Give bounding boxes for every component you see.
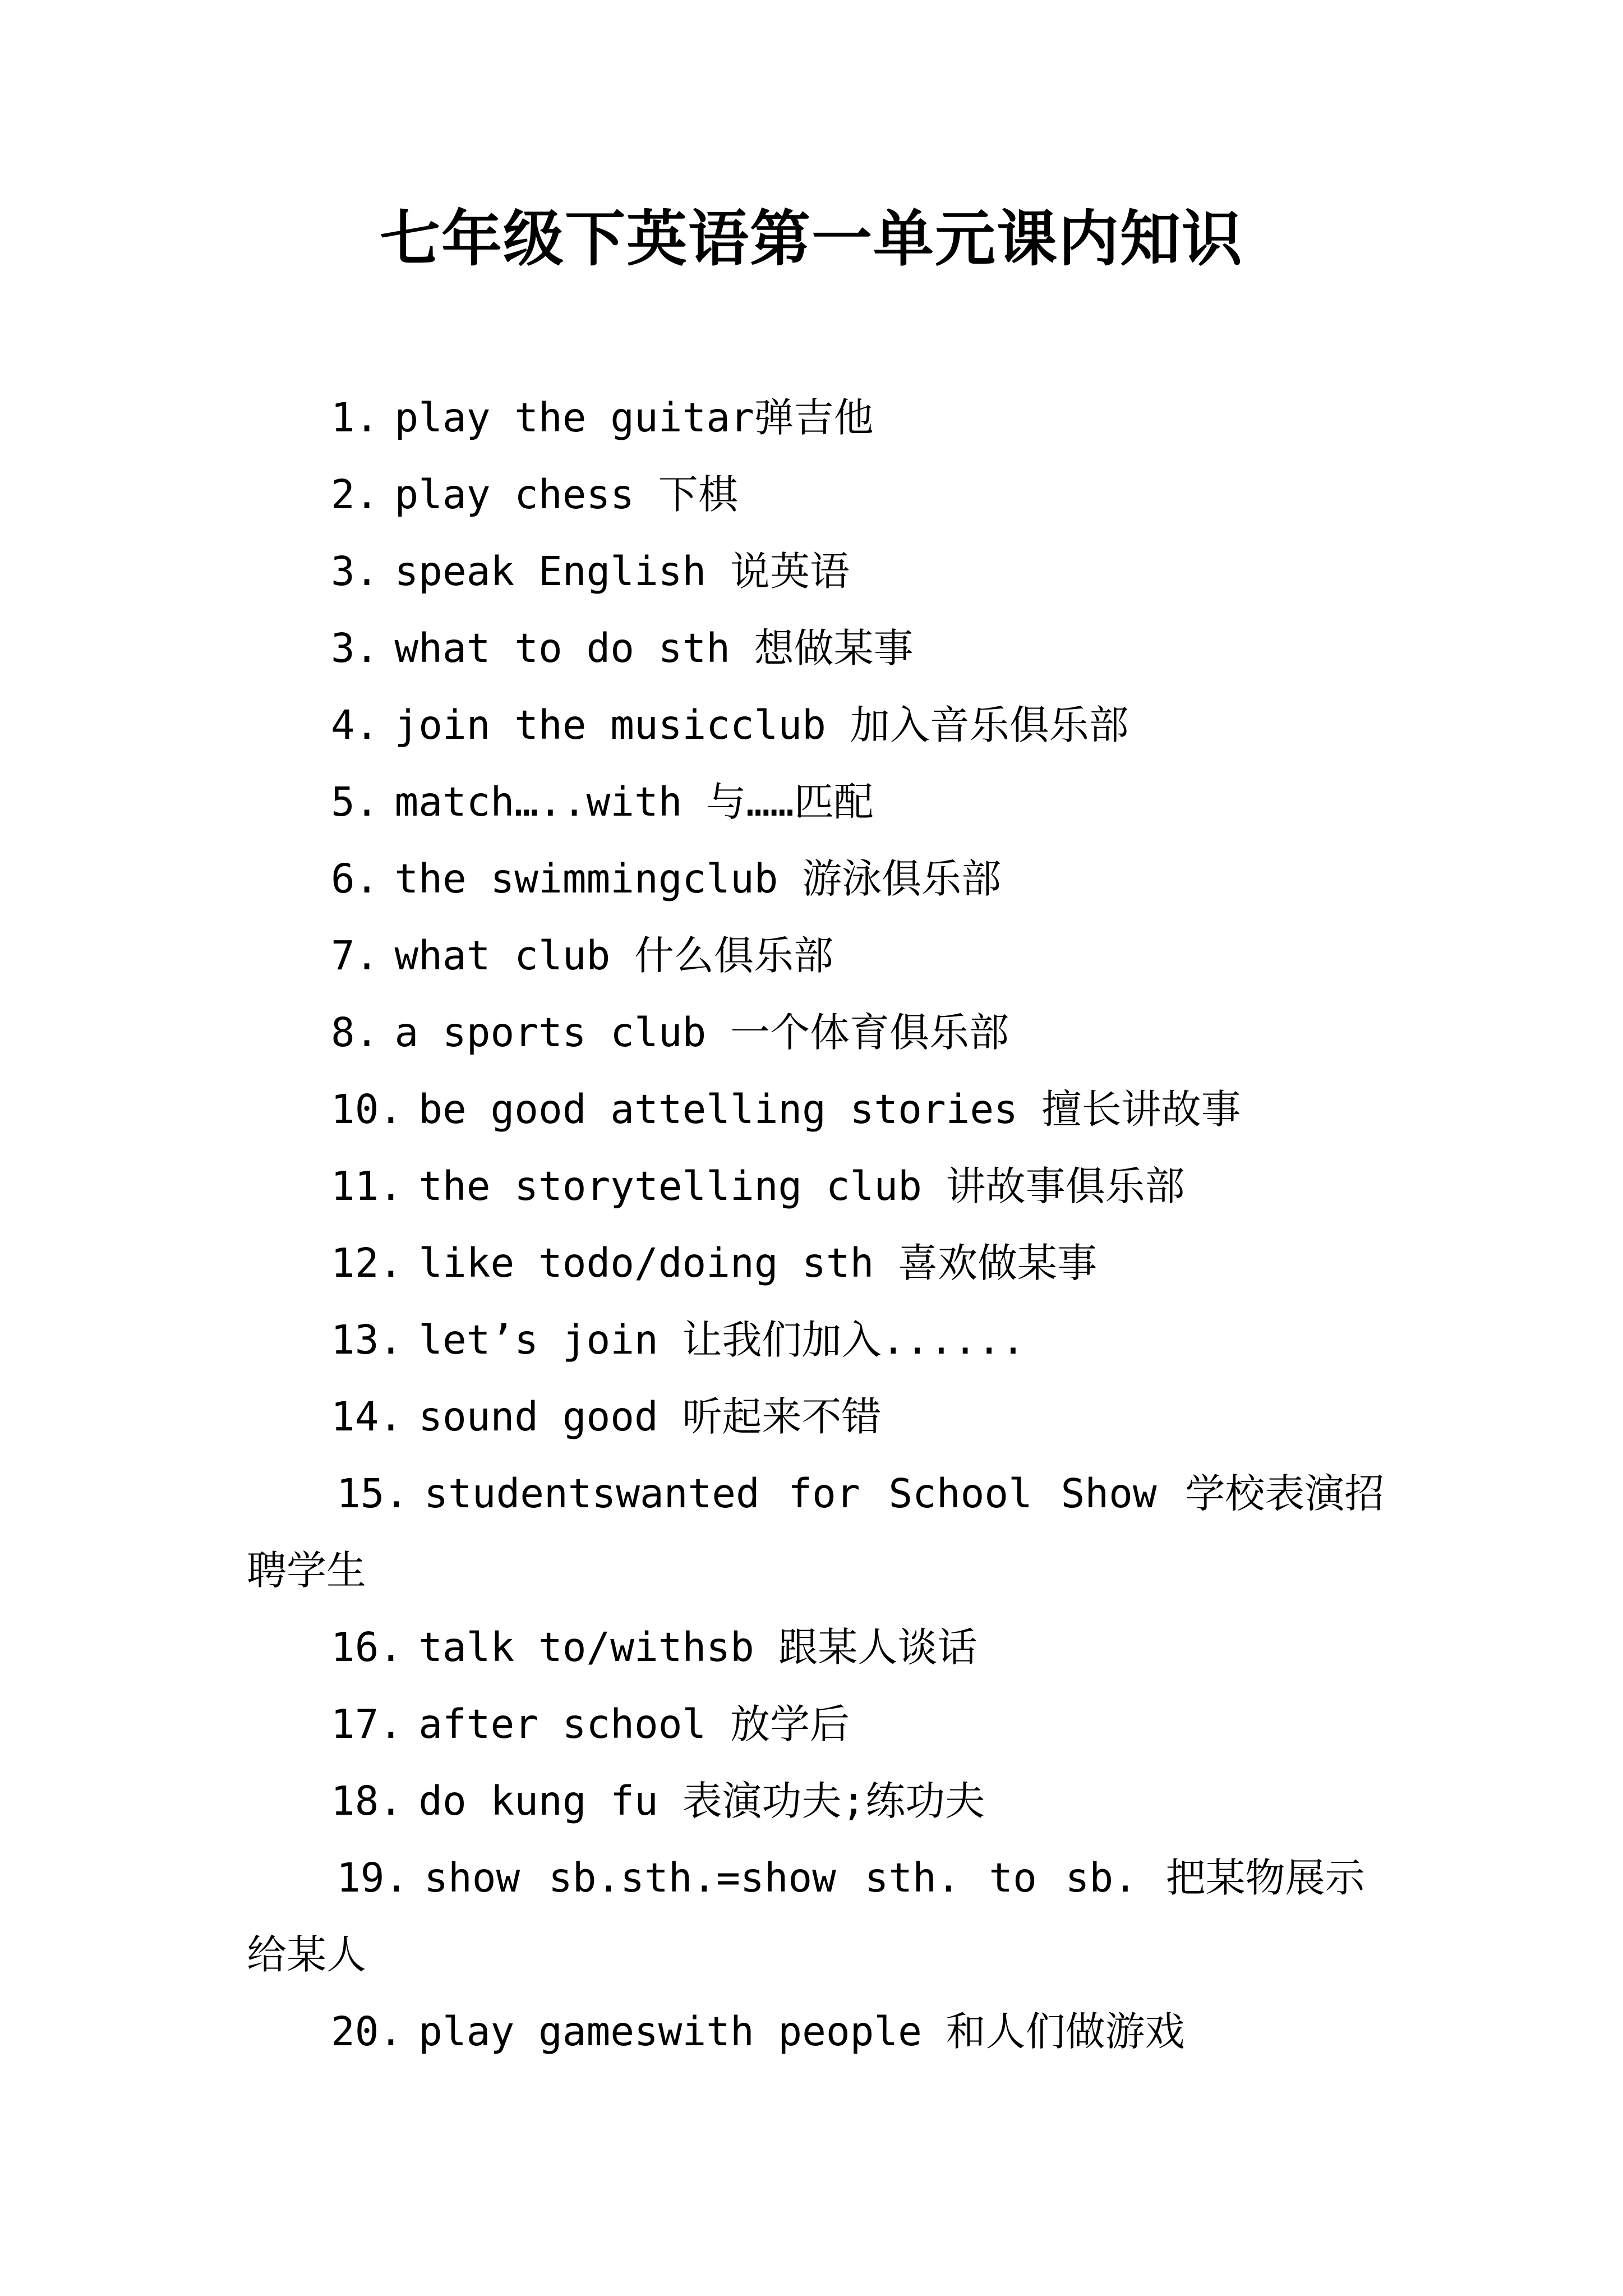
item-number: 18. <box>331 1778 403 1824</box>
item-text: play gameswith people 和人们做游戏 <box>418 2008 1185 2055</box>
item-number: 2. <box>331 471 379 518</box>
item-number: 20. <box>331 2008 403 2055</box>
list-item <box>0 763 1623 840</box>
list-item <box>0 1301 1623 1378</box>
item-text: play the guitar弹吉他 <box>394 394 874 441</box>
list-item <box>0 610 1623 687</box>
item-text: speak English 说英语 <box>394 548 850 595</box>
list-item <box>0 1378 1623 1455</box>
item-text: the swimmingclub 游泳俱乐部 <box>394 855 1002 902</box>
list-item <box>0 994 1623 1071</box>
item-number: 16. <box>331 1624 403 1671</box>
list-item <box>0 1763 1623 1839</box>
item-text: studentswanted for School Show 学校表演招聘学生 <box>247 1470 1385 1594</box>
item-number: 15. <box>336 1470 409 1517</box>
list-item <box>0 379 1623 456</box>
item-number: 10. <box>331 1086 403 1133</box>
page-title: 七年级下英语第一单元课内知识 <box>379 204 1243 274</box>
item-number: 4. <box>331 702 379 748</box>
item-number: 13. <box>331 1317 403 1363</box>
item-text: play chess 下棋 <box>394 471 738 518</box>
list-item <box>0 1225 1623 1301</box>
item-number: 1. <box>331 394 379 441</box>
list-item <box>0 1839 1623 1993</box>
item-text: after school 放学后 <box>418 1701 850 1747</box>
item-number: 6. <box>331 855 379 902</box>
vocabulary-list <box>0 379 1623 2070</box>
item-text: be good attelling stories 擅长讲故事 <box>418 1086 1241 1133</box>
item-text: talk to/withsb 跟某人谈话 <box>418 1624 978 1671</box>
list-item <box>0 917 1623 994</box>
item-text: like todo/doing sth 喜欢做某事 <box>418 1240 1098 1286</box>
item-text: match…..with 与……匹配 <box>394 779 874 825</box>
list-item <box>0 1993 1623 2070</box>
list-item <box>0 1071 1623 1148</box>
item-text: sound good 听起来不错 <box>418 1393 882 1440</box>
item-number: 5. <box>331 779 379 825</box>
item-text: what to do sth 想做某事 <box>394 625 914 671</box>
item-text: the storytelling club 讲故事俱乐部 <box>418 1163 1185 1209</box>
item-number: 3. <box>331 625 379 671</box>
item-text: do kung fu 表演功夫;练功夫 <box>418 1778 985 1824</box>
list-item <box>0 840 1623 917</box>
list-item <box>0 1609 1623 1686</box>
list-item <box>0 1148 1623 1225</box>
item-number: 17. <box>331 1701 403 1747</box>
item-text: join the musicclub 加入音乐俱乐部 <box>394 702 1129 748</box>
item-number: 11. <box>331 1163 403 1209</box>
list-item <box>0 687 1623 763</box>
item-text: a sports club 一个体育俱乐部 <box>394 1009 1009 1056</box>
item-number: 3. <box>331 548 379 595</box>
item-text: what club 什么俱乐部 <box>394 932 833 979</box>
list-item <box>0 533 1623 610</box>
list-item <box>0 1686 1623 1763</box>
item-number: 14. <box>331 1393 403 1440</box>
item-number: 8. <box>331 1009 379 1056</box>
item-number: 7. <box>331 932 379 979</box>
list-item <box>0 456 1623 533</box>
item-number: 12. <box>331 1240 403 1286</box>
item-text: let’s join 让我们加入...... <box>418 1317 1025 1363</box>
item-text: show sb.sth.=show sth. to sb. 把某物展示给某人 <box>247 1855 1365 1978</box>
list-item <box>0 1455 1623 1609</box>
item-number: 19. <box>336 1855 409 1901</box>
